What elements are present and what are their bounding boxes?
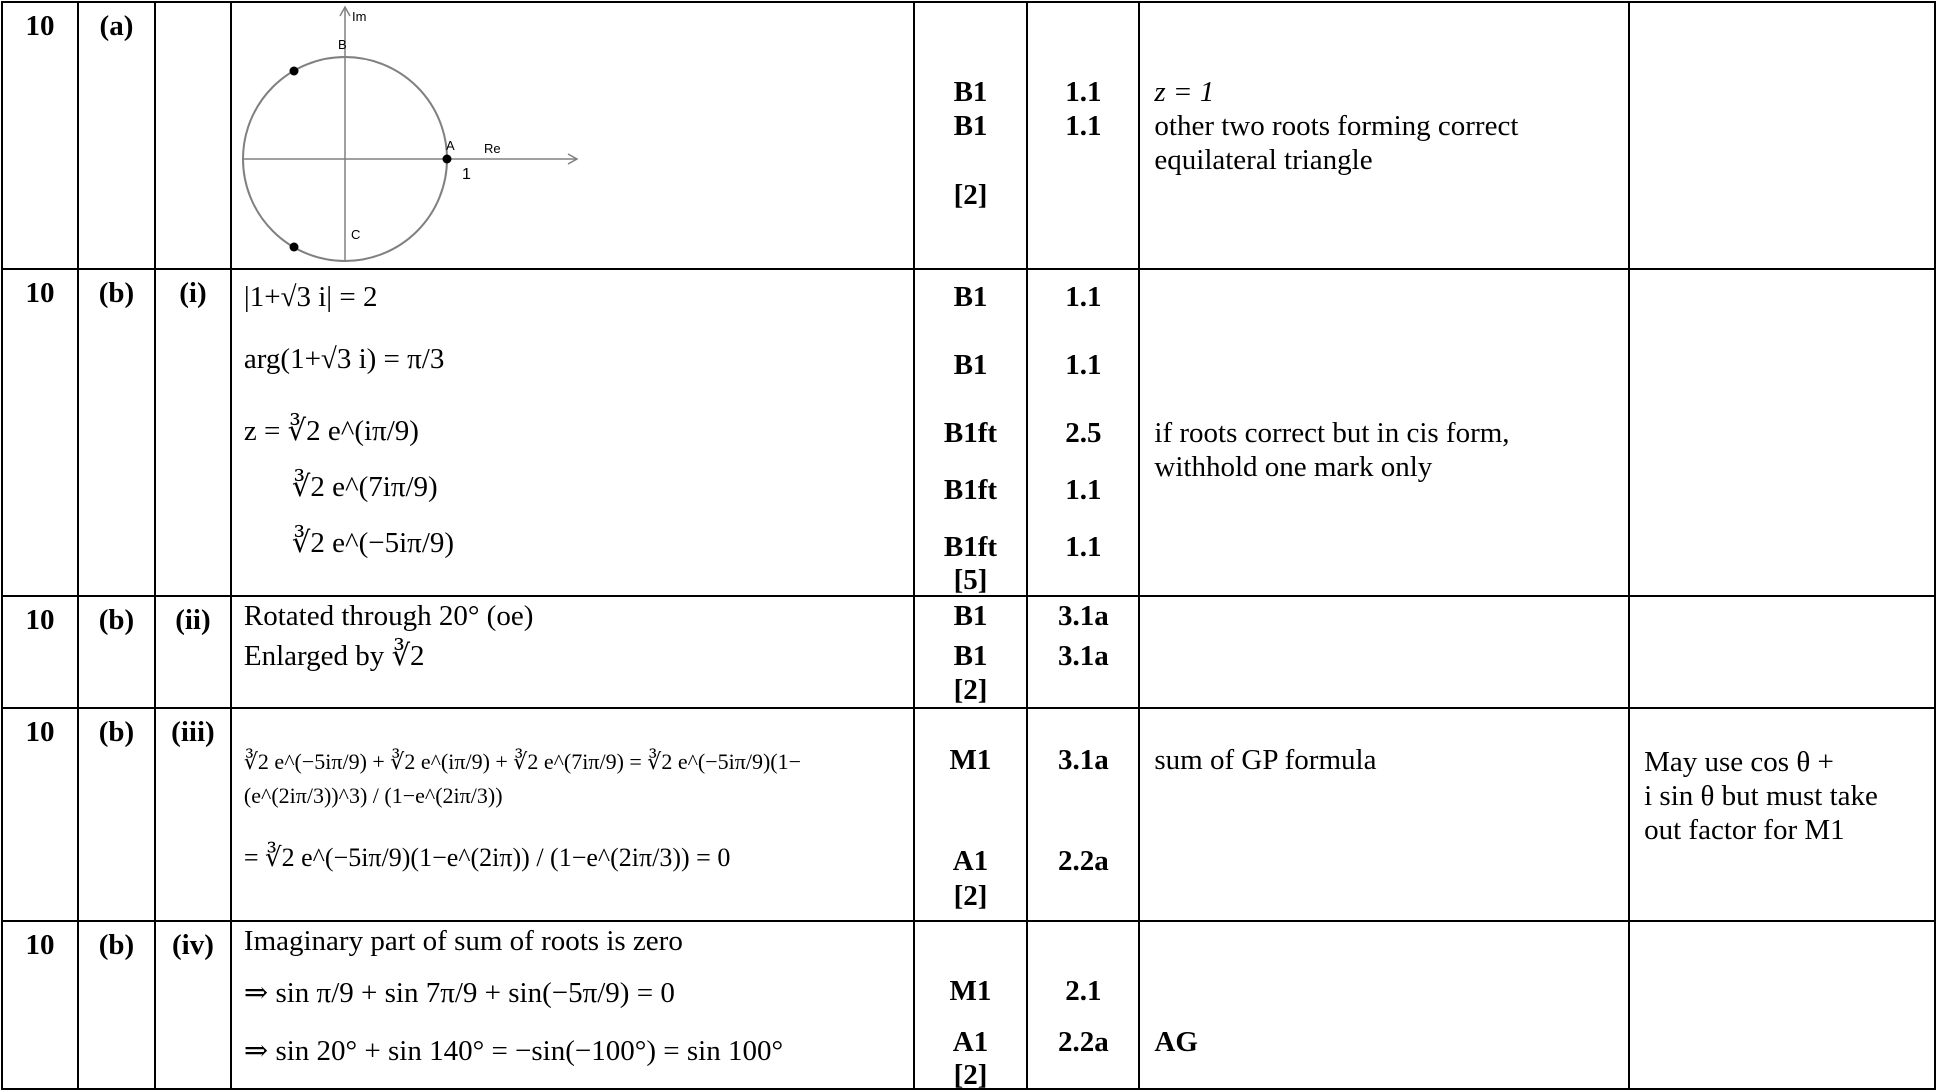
point-c [289, 243, 298, 252]
guidance-cell [1139, 708, 1629, 921]
guidance-cell [1139, 596, 1629, 708]
answer-line: z = ∛2 e^(iπ/9) [243, 415, 419, 447]
guidance-cell [1139, 2, 1629, 269]
marks-cell [914, 596, 1028, 708]
answer-line: ∛2 e^(−5iπ/9) + ∛2 e^(iπ/9) + ∛2 e^(7iπ/9) = ∛2 e^(−5iπ/9)(1−(e^(2iπ/3))^3) / (1−e^(2iπ/3)) [243, 749, 802, 808]
question-part: (b) [78, 269, 155, 596]
guidance-line: sum of GP formula [1154, 744, 1377, 776]
ao-cell [1027, 269, 1139, 596]
mark: B1 [953, 76, 988, 108]
mark: B1 [953, 640, 988, 672]
tick-one-label: 1 [461, 166, 471, 183]
mark-total: [2] [953, 1059, 988, 1091]
answer-line: = ∛2 e^(−5iπ/9)(1−e^(2iπ)) / (1−e^(2iπ/3)) = 0 [243, 843, 731, 872]
ao-code: 3.1a [1058, 744, 1109, 776]
mark: M1 [949, 975, 992, 1007]
extra-notes-cell [1629, 921, 1935, 1089]
guidance-line: other two roots forming correct [1154, 110, 1519, 142]
mark: B1 [953, 110, 988, 142]
mark: B1 [953, 281, 988, 313]
guidance-cell [1139, 269, 1629, 596]
answer-line: Enlarged by ∛2 [243, 640, 425, 672]
extra-notes-cell [1629, 708, 1935, 921]
extra-note-line: May use cos θ + [1644, 746, 1834, 778]
answer-line: |1+√3 i| = 2 [243, 281, 378, 313]
ao-cell [1027, 596, 1139, 708]
table-row [2, 921, 1935, 1089]
answer-cell [231, 269, 914, 596]
question-part: (b) [78, 921, 155, 1089]
ao-code: 1.1 [1065, 349, 1102, 381]
marks-cell [914, 921, 1028, 1089]
answer-cell [231, 708, 914, 921]
mark-total: [2] [953, 179, 988, 211]
point-b [289, 67, 298, 76]
point-a-label: A [445, 138, 455, 153]
answer-line: ∛2 e^(−5iπ/9) [291, 527, 455, 559]
ao-cell [1027, 2, 1139, 269]
question-part: (b) [78, 708, 155, 921]
marks-cell [914, 708, 1028, 921]
mark: B1 [953, 600, 988, 632]
table-row [2, 596, 1935, 708]
mark: B1ft [943, 474, 998, 506]
mark-total: [2] [953, 880, 988, 912]
ao-code: 1.1 [1065, 76, 1102, 108]
answer-line: ∛2 e^(7iπ/9) [291, 471, 438, 503]
answer-line: Rotated through 20° (oe) [243, 600, 534, 632]
extra-notes-cell [1629, 596, 1935, 708]
mark: A1 [952, 1026, 989, 1058]
mark-total: [5] [953, 564, 988, 596]
question-subpart [155, 2, 231, 269]
ao-code: 2.1 [1065, 975, 1102, 1007]
question-number: 10 [2, 596, 78, 708]
marks-cell [914, 2, 1028, 269]
guidance-line: if roots correct but in cis form, [1154, 417, 1510, 449]
im-axis-label: Im [351, 9, 367, 24]
answer-line: Imaginary part of sum of roots is zero [243, 925, 683, 957]
mark: B1 [953, 349, 988, 381]
question-part: (b) [78, 596, 155, 708]
marks-cell [914, 269, 1028, 596]
answer-line: arg(1+√3 i) = π/3 [243, 343, 445, 375]
ao-code: 3.1a [1058, 640, 1109, 672]
point-c-label: C [350, 227, 361, 242]
extra-notes-cell [1629, 2, 1935, 269]
guidance-line: withhold one mark only [1154, 451, 1433, 483]
point-b-label: B [337, 37, 347, 52]
mark: M1 [949, 744, 992, 776]
question-number: 10 [2, 921, 78, 1089]
question-number: 10 [2, 2, 78, 269]
argand-diagram [232, 3, 915, 268]
mark: B1ft [943, 531, 998, 563]
extra-note-line: i sin θ but must take [1644, 780, 1878, 812]
guidance-line: equilateral triangle [1154, 144, 1373, 176]
question-subpart: (ii) [155, 596, 231, 708]
extra-notes-cell [1629, 269, 1935, 596]
ao-cell [1027, 708, 1139, 921]
ao-code: 2.2a [1058, 1026, 1109, 1058]
answer-line: ⇒ sin 20° + sin 140° = −sin(−100°) = sin 100° [243, 1035, 784, 1067]
question-part: (a) [78, 2, 155, 269]
answer-cell [231, 921, 914, 1089]
ao-code: 3.1a [1058, 600, 1109, 632]
ao-code: 2.5 [1065, 417, 1102, 449]
question-number: 10 [2, 269, 78, 596]
ao-code: 1.1 [1065, 474, 1102, 506]
guidance-cell [1139, 921, 1629, 1089]
point-a [442, 155, 451, 164]
ao-code: 1.1 [1065, 110, 1102, 142]
re-axis-label: Re [483, 141, 501, 156]
table-row [2, 269, 1935, 596]
mark-scheme-table [1, 1, 1936, 1090]
ao-code: 2.2a [1058, 845, 1109, 877]
answer-cell [231, 596, 914, 708]
question-subpart: (iii) [155, 708, 231, 921]
mark-total: [2] [953, 674, 988, 706]
ao-code: 1.1 [1065, 281, 1102, 313]
guidance-line: z = 1 [1154, 76, 1215, 108]
guidance-line: AG [1154, 1026, 1198, 1058]
question-subpart: (i) [155, 269, 231, 596]
question-subpart: (iv) [155, 921, 231, 1089]
ao-code: 1.1 [1065, 531, 1102, 563]
table-row [2, 708, 1935, 921]
answer-cell [231, 2, 914, 269]
ao-cell [1027, 921, 1139, 1089]
question-number: 10 [2, 708, 78, 921]
mark: B1ft [943, 417, 998, 449]
mark: A1 [952, 845, 989, 877]
cube-root-two: ∛2 [391, 640, 425, 672]
extra-note-line: out factor for M1 [1644, 814, 1845, 846]
table-row [2, 2, 1935, 269]
answer-line: ⇒ sin π/9 + sin 7π/9 + sin(−5π/9) = 0 [243, 977, 675, 1009]
